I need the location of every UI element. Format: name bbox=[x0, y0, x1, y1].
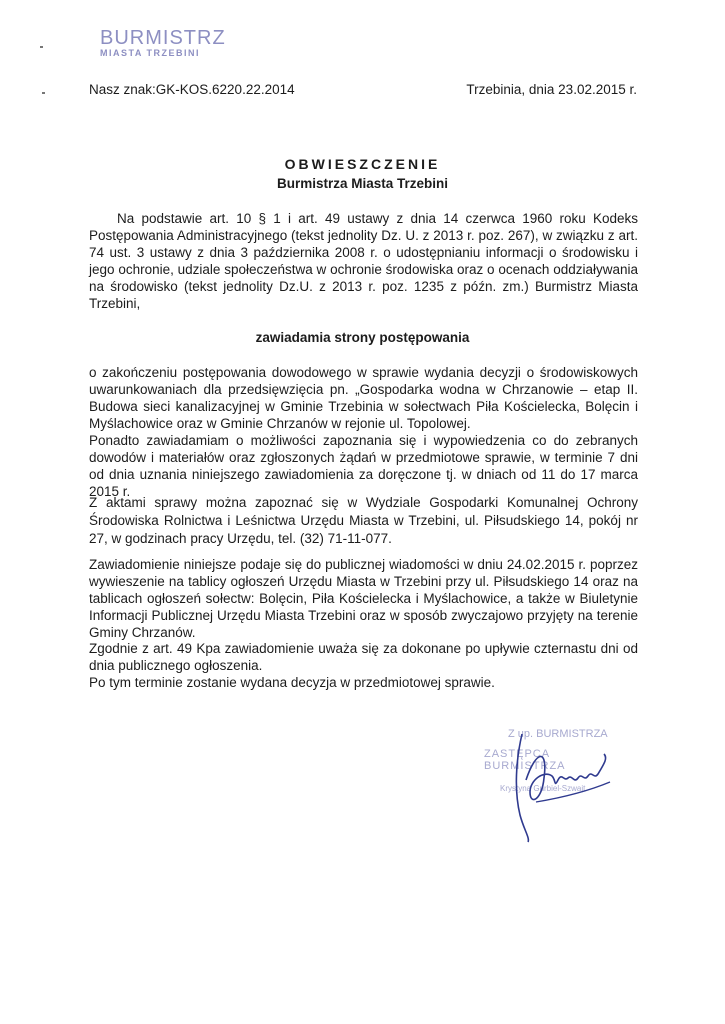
intro-paragraph bbox=[89, 210, 638, 312]
final-paragraph-2: Po tym terminie zostanie wydana decyzja w przedmiotowej sprawie. bbox=[89, 675, 495, 690]
scan-mark bbox=[42, 92, 45, 94]
header-stamp-line1: BURMISTRZ bbox=[100, 27, 226, 49]
header-stamp-line2: MIASTA TRZEBINI bbox=[100, 48, 200, 58]
intro-text: Na podstawie art. 10 § 1 i art. 49 ustawy z dnia 14 czerwca 1960 roku Kodeks Postępowania Administracyjnego (tekst jednolity Dz. U. z 2013 r. poz. 267), w związku z art. 74 ust. 3 ustawy z dnia 3 października 2008 r. o udostępnianiu informacji o środowisku i jego ochronie, udziale społeczeństwa w ochronie środowiska oraz o ocenach oddziaływania na środowisko (tekst jednolity Dz.U. z 2013 r. poz. 1235 z późn. zm.) Burmistrz Miasta Trzebini, bbox=[89, 211, 638, 311]
reference-number: Nasz znak:GK-KOS.6220.22.2014 bbox=[89, 82, 295, 97]
body-paragraph-2: Ponadto zawiadamiam o możliwości zapoznania się i wypowiedzenia co do zebranych dowodów i materiałów oraz zgłoszonych żądań w przedmiotowe sprawie, w terminie 7 dni od dnia uznania niniejszego zawiadomienia za doręczone tj. w dniach od 11 do 17 marca 2015 r. bbox=[89, 433, 638, 499]
document-subtitle: Burmistrza Miasta Trzebini bbox=[276, 176, 449, 191]
files-info-text: Z aktami sprawy można zapoznać się w Wydziale Gospodarki Komunalnej Ochrony Środowiska Rolnictwa i Leśnictwa Urzędu Miasta w Trzebini, ul. Piłsudskiego 14, pokój nr 27, w godzinach pracy Urzędu, tel. (32) 71-11-077. bbox=[89, 495, 638, 546]
signature-stamp-line1: Z up. BURMISTRZA bbox=[508, 728, 608, 740]
body-section bbox=[89, 364, 638, 500]
announce-heading: zawiadamia strony postępowania bbox=[255, 330, 470, 345]
signature-stamp-line3: Krystyna Gurbiel-Szwajt bbox=[500, 784, 586, 793]
signature-stamp-line2: ZASTĘPCA BURMISTRZA bbox=[484, 748, 566, 772]
header-stamp bbox=[100, 28, 226, 58]
scan-mark bbox=[40, 46, 43, 48]
final-section bbox=[89, 640, 638, 691]
document-title: OBWIESZCZENIE bbox=[284, 156, 441, 172]
body-paragraph-1: o zakończeniu postępowania dowodowego w sprawie wydania decyzji o środowiskowych uwarunkowaniach dla przedsięwzięcia pn. „Gospodarka wodna w Chrzanowie – etap II. Budowa sieci kanalizacyjnej w Gminie Trzebinia w sołectwach Piła Kościelecka, Bolęcin i Myślachowice oraz w Gminie Chrzanów w rejonie ul. Topolowej. bbox=[89, 365, 638, 431]
files-info-section bbox=[89, 494, 638, 548]
publication-section bbox=[89, 556, 638, 641]
place-date: Trzebinia, dnia 23.02.2015 r. bbox=[466, 82, 637, 97]
publication-text: Zawiadomienie niniejsze podaje się do publicznej wiadomości w dniu 24.02.2015 r. poprzez wywieszenie na tablicy ogłoszeń Urzędu Miasta w Trzebini przy ul. Piłsudskiego 14 oraz na tablicach ogłoszeń sołectw: Bolęcin, Piła Kościelecka i Myślachowice, a także w Biuletynie Informacji Publicznej Urzędu Miasta Trzebini oraz w sposób zwyczajowo przyjęty na terenie Gminy Chrzanów. bbox=[89, 557, 638, 640]
handwritten-signature bbox=[500, 720, 630, 850]
final-paragraph-1: Zgodnie z art. 49 Kpa zawiadomienie uważa się za dokonane po upływie czternastu dni od dnia publicznego ogłoszenia. bbox=[89, 641, 638, 673]
